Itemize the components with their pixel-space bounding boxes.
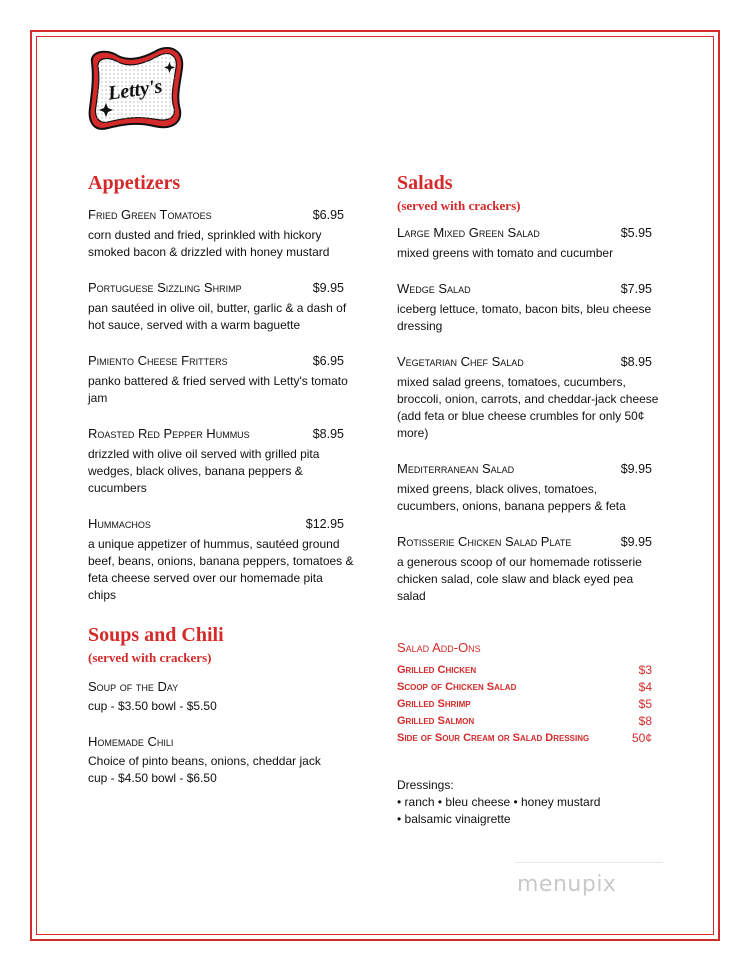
salad-addons — [397, 639, 662, 747]
item-price: $6.95 — [312, 354, 344, 368]
item-name: Homemade Chili — [88, 734, 174, 749]
item-description: a generous scoop of our homemade rotisserie chicken salad, cole slaw and black eyed pea salad — [397, 555, 642, 603]
item-name: Pimiento Cheese Fritters — [88, 353, 228, 368]
addons-heading: Salad Add-Ons — [397, 640, 481, 655]
addon-name: Scoop of Chicken Salad — [397, 681, 517, 693]
menu-item — [397, 533, 662, 605]
item-name: Wedge Salad — [397, 281, 471, 296]
menu-item — [397, 460, 662, 515]
menu-item — [88, 279, 354, 334]
item-name: Portuguese Sizzling Shrimp — [88, 280, 242, 295]
menu-item — [88, 206, 354, 261]
item-price: $9.95 — [620, 462, 652, 476]
menu-item — [397, 280, 662, 335]
addon-row — [397, 662, 662, 679]
item-price: $9.95 — [312, 281, 344, 295]
salads-subtitle: (served with crackers) — [397, 198, 521, 213]
salads-heading: Salads — [397, 172, 453, 194]
item-description: mixed greens, black olives, tomatoes, cucumbers, onions, banana peppers & feta — [397, 482, 626, 513]
soups-subtitle: (served with crackers) — [88, 650, 212, 665]
item-price: $5.95 — [620, 226, 652, 240]
dressings — [397, 777, 662, 828]
item-price: $12.95 — [305, 517, 344, 531]
addon-row — [397, 730, 662, 747]
addon-price: $5 — [638, 697, 652, 711]
item-name: Vegetarian Chef Salad — [397, 354, 524, 369]
right-column — [397, 170, 662, 828]
menu-item — [88, 515, 354, 604]
dressings-line: • ranch • bleu cheese • honey mustard — [397, 795, 601, 809]
menupix-watermark: menupix — [517, 872, 617, 897]
menu-item — [88, 352, 354, 407]
addon-row — [397, 713, 662, 730]
item-name: Large Mixed Green Salad — [397, 225, 540, 240]
item-description: iceberg lettuce, tomato, bacon bits, bleu cheese dressing — [397, 302, 652, 333]
watermark-divider — [515, 862, 663, 863]
item-description: cup - $3.50 bowl - $5.50 — [88, 699, 217, 713]
addon-price: $8 — [638, 714, 652, 728]
lettys-logo — [84, 44, 188, 132]
addon-name: Side of Sour Cream or Salad Dressing — [397, 732, 590, 744]
addon-price: $3 — [638, 663, 652, 677]
item-name: Hummachos — [88, 516, 151, 531]
soups-heading: Soups and Chili — [88, 624, 224, 646]
addon-name: Grilled Salmon — [397, 715, 475, 727]
item-price: $8.95 — [620, 355, 652, 369]
addon-price: $4 — [638, 680, 652, 694]
left-column — [88, 170, 354, 787]
addon-row — [397, 696, 662, 713]
item-description: a unique appetizer of hummus, sautéed ground beef, beans, onions, banana peppers, tomatoes & feta cheese served over our homemade pita chips — [88, 537, 354, 602]
menu-item — [88, 733, 354, 787]
item-name: Rotisserie Chicken Salad Plate — [397, 534, 572, 549]
addon-price: 50¢ — [631, 731, 652, 745]
item-price: $7.95 — [620, 282, 652, 296]
item-description: pan sautéed in olive oil, butter, garlic & a dash of hot sauce, served with a warm baguette — [88, 301, 347, 332]
menu-item — [88, 678, 354, 715]
dressings-line: • balsamic vinaigrette — [397, 812, 511, 826]
item-name: Roasted Red Pepper Hummus — [88, 426, 250, 441]
item-description: drizzled with olive oil served with grilled pita wedges, black olives, banana peppers & cucumbers — [88, 447, 320, 495]
logo-text: Letty's — [106, 75, 164, 105]
addon-name: Grilled Chicken — [397, 664, 477, 676]
item-name: Soup of the Day — [88, 679, 179, 694]
item-price: $9.95 — [620, 535, 652, 549]
item-name: Fried Green Tomatoes — [88, 207, 212, 222]
menu-item — [397, 224, 662, 262]
item-description: Choice of pinto beans, onions, cheddar jack — [88, 754, 321, 768]
menu-item — [397, 353, 662, 442]
item-description: cup - $4.50 bowl - $6.50 — [88, 771, 217, 785]
item-name: Mediterranean Salad — [397, 461, 515, 476]
item-price: $8.95 — [312, 427, 344, 441]
item-description: mixed salad greens, tomatoes, cucumbers, broccoli, onion, carrots, and cheddar-jack cheese (add feta or blue cheese crumbles for only 50¢ more) — [397, 375, 659, 440]
item-price: $6.95 — [312, 208, 344, 222]
item-description: corn dusted and fried, sprinkled with hickory smoked bacon & drizzled with honey mustard — [88, 228, 330, 259]
appetizers-heading: Appetizers — [88, 172, 181, 194]
addon-name: Grilled Shrimp — [397, 698, 471, 710]
item-description: mixed greens with tomato and cucumber — [397, 246, 614, 260]
addon-row — [397, 679, 662, 696]
item-description: panko battered & fried served with Letty's tomato jam — [88, 374, 348, 405]
menu-item — [88, 425, 354, 497]
dressings-title: Dressings: — [397, 778, 454, 792]
